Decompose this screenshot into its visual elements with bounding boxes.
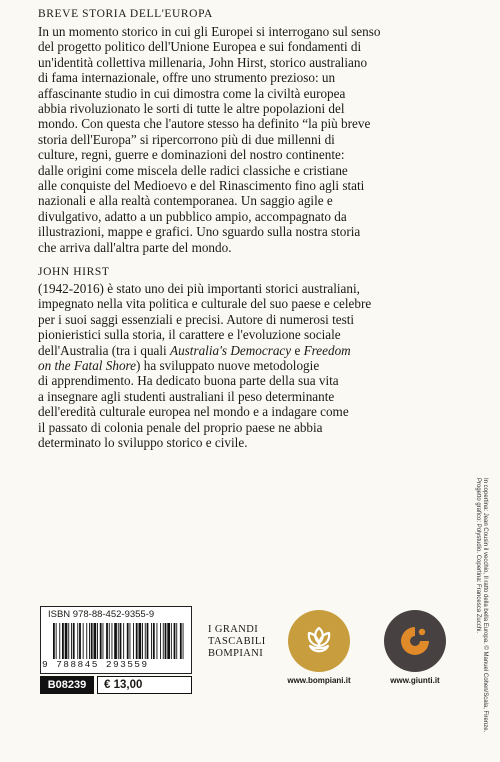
- synopsis-line: illustrazioni, mappe e grafici. Uno sguardo sulla nostra storia: [38, 224, 361, 240]
- bio-line: dell'eredità culturale europea nel mondo e a indagare come: [38, 404, 349, 420]
- synopsis-line: In un momento storico in cui gli Europei si interrogano sul senso: [38, 24, 381, 39]
- bio-line: [38, 358, 458, 373]
- synopsis-line: di fama internazionale, offre uno strumento prezioso: un: [38, 70, 336, 86]
- series-name: [208, 624, 266, 660]
- book-title: on the Fatal Shore: [38, 358, 137, 374]
- synopsis-line: nazionali e alla realtà contemporanea. Un saggio agile e: [38, 193, 333, 209]
- author-bio: [38, 281, 458, 450]
- credits-line: Progetto grafico: Polystudio. Copertina: Francesca Zucchi.: [475, 478, 481, 634]
- giunti-logo: [384, 610, 446, 672]
- bio-line: pionieristici sulla storia, il carattere e l'evoluzione sociale: [38, 327, 341, 343]
- synopsis-line: abbia rivoluzionato le sorti di tutte le altre popolazioni del: [38, 101, 345, 117]
- series-line: BOMPIANI: [208, 648, 264, 659]
- synopsis-line: alle conquiste del Medioevo e del Rinascimento fino agli stati: [38, 178, 365, 194]
- isbn-label: ISBN 978-88-452-9355-9: [48, 609, 155, 620]
- synopsis-heading: BREVE STORIA DELL'EUROPA: [38, 8, 213, 20]
- bompiani-website: www.bompiani.it: [287, 676, 351, 685]
- bio-line: impegnato nella vita politica e culturale del suo paese e celebre: [38, 296, 372, 312]
- barcode-image: [52, 623, 184, 659]
- bio-line: a insegnare agli studenti australiani il peso determinante: [38, 388, 335, 404]
- synopsis-line: divulgativo, adatto a un pubblico ampio, accompagnato da: [38, 208, 347, 224]
- cover-credits: [475, 478, 488, 733]
- giunti-website: www.giunti.it: [390, 676, 440, 685]
- synopsis-text: [38, 24, 458, 255]
- bio-line: (1942-2016) è stato uno dei più importanti storici australiani,: [38, 281, 360, 296]
- bio-line: per i suoi saggi essenziali e precisi. Autore di numerosi testi: [38, 311, 355, 327]
- series-line: I GRANDI: [208, 624, 259, 635]
- bio-line: il passato di colonia penale del proprio paese ne abbia: [38, 419, 323, 435]
- bio-text: e: [291, 342, 304, 358]
- author-heading: JOHN HIRST: [38, 266, 110, 278]
- series-line: TASCABILI: [208, 636, 266, 647]
- synopsis-line: del progetto politico dell'Unione Europea e sui fondamenti di: [38, 39, 362, 55]
- synopsis-line: dalle origini come miscela delle radici classiche e cristiane: [38, 162, 348, 178]
- bio-line: determinato lo sviluppo storico e civile.: [38, 435, 248, 451]
- bio-text: ) ha sviluppato nuove metodologie: [136, 358, 320, 374]
- synopsis-line: mondo. Con questa che l'autore stesso ha definito “la più breve: [38, 116, 371, 132]
- giunti-g-icon: [384, 610, 446, 672]
- bompiani-flower-icon: [288, 610, 350, 672]
- price-label: € 13,00: [97, 676, 192, 694]
- synopsis-line: che arriva dall'altra parte del mondo.: [38, 239, 232, 255]
- synopsis-line: un'identità collettiva millenaria, John Hirst, storico australiano: [38, 54, 368, 70]
- synopsis-line: affascinante studio in cui dimostra come la civiltà europea: [38, 85, 346, 101]
- bio-text: dell'Australia (tra i quali: [38, 342, 171, 358]
- bio-line: [38, 343, 458, 358]
- synopsis-line: storia dell'Europa” si ripercorrono più di due millenni di: [38, 131, 335, 147]
- book-title: Australia's Democracy: [170, 342, 292, 358]
- credits-line: In copertina: Jean Cousin il vecchio, Il ratto della bella Europa. © Manuel Cohen/Scala, Firenze.: [482, 478, 488, 733]
- book-title: Freedom: [303, 342, 351, 358]
- bompiani-logo: [288, 610, 350, 672]
- book-code-badge: B08239: [40, 676, 94, 694]
- barcode-digits: 9 788845 293559: [42, 659, 149, 670]
- bio-line: di apprendimento. Ha dedicato buona parte della sua vita: [38, 373, 339, 389]
- synopsis-line: culture, regni, guerre e dominazioni del nostro continente:: [38, 147, 345, 163]
